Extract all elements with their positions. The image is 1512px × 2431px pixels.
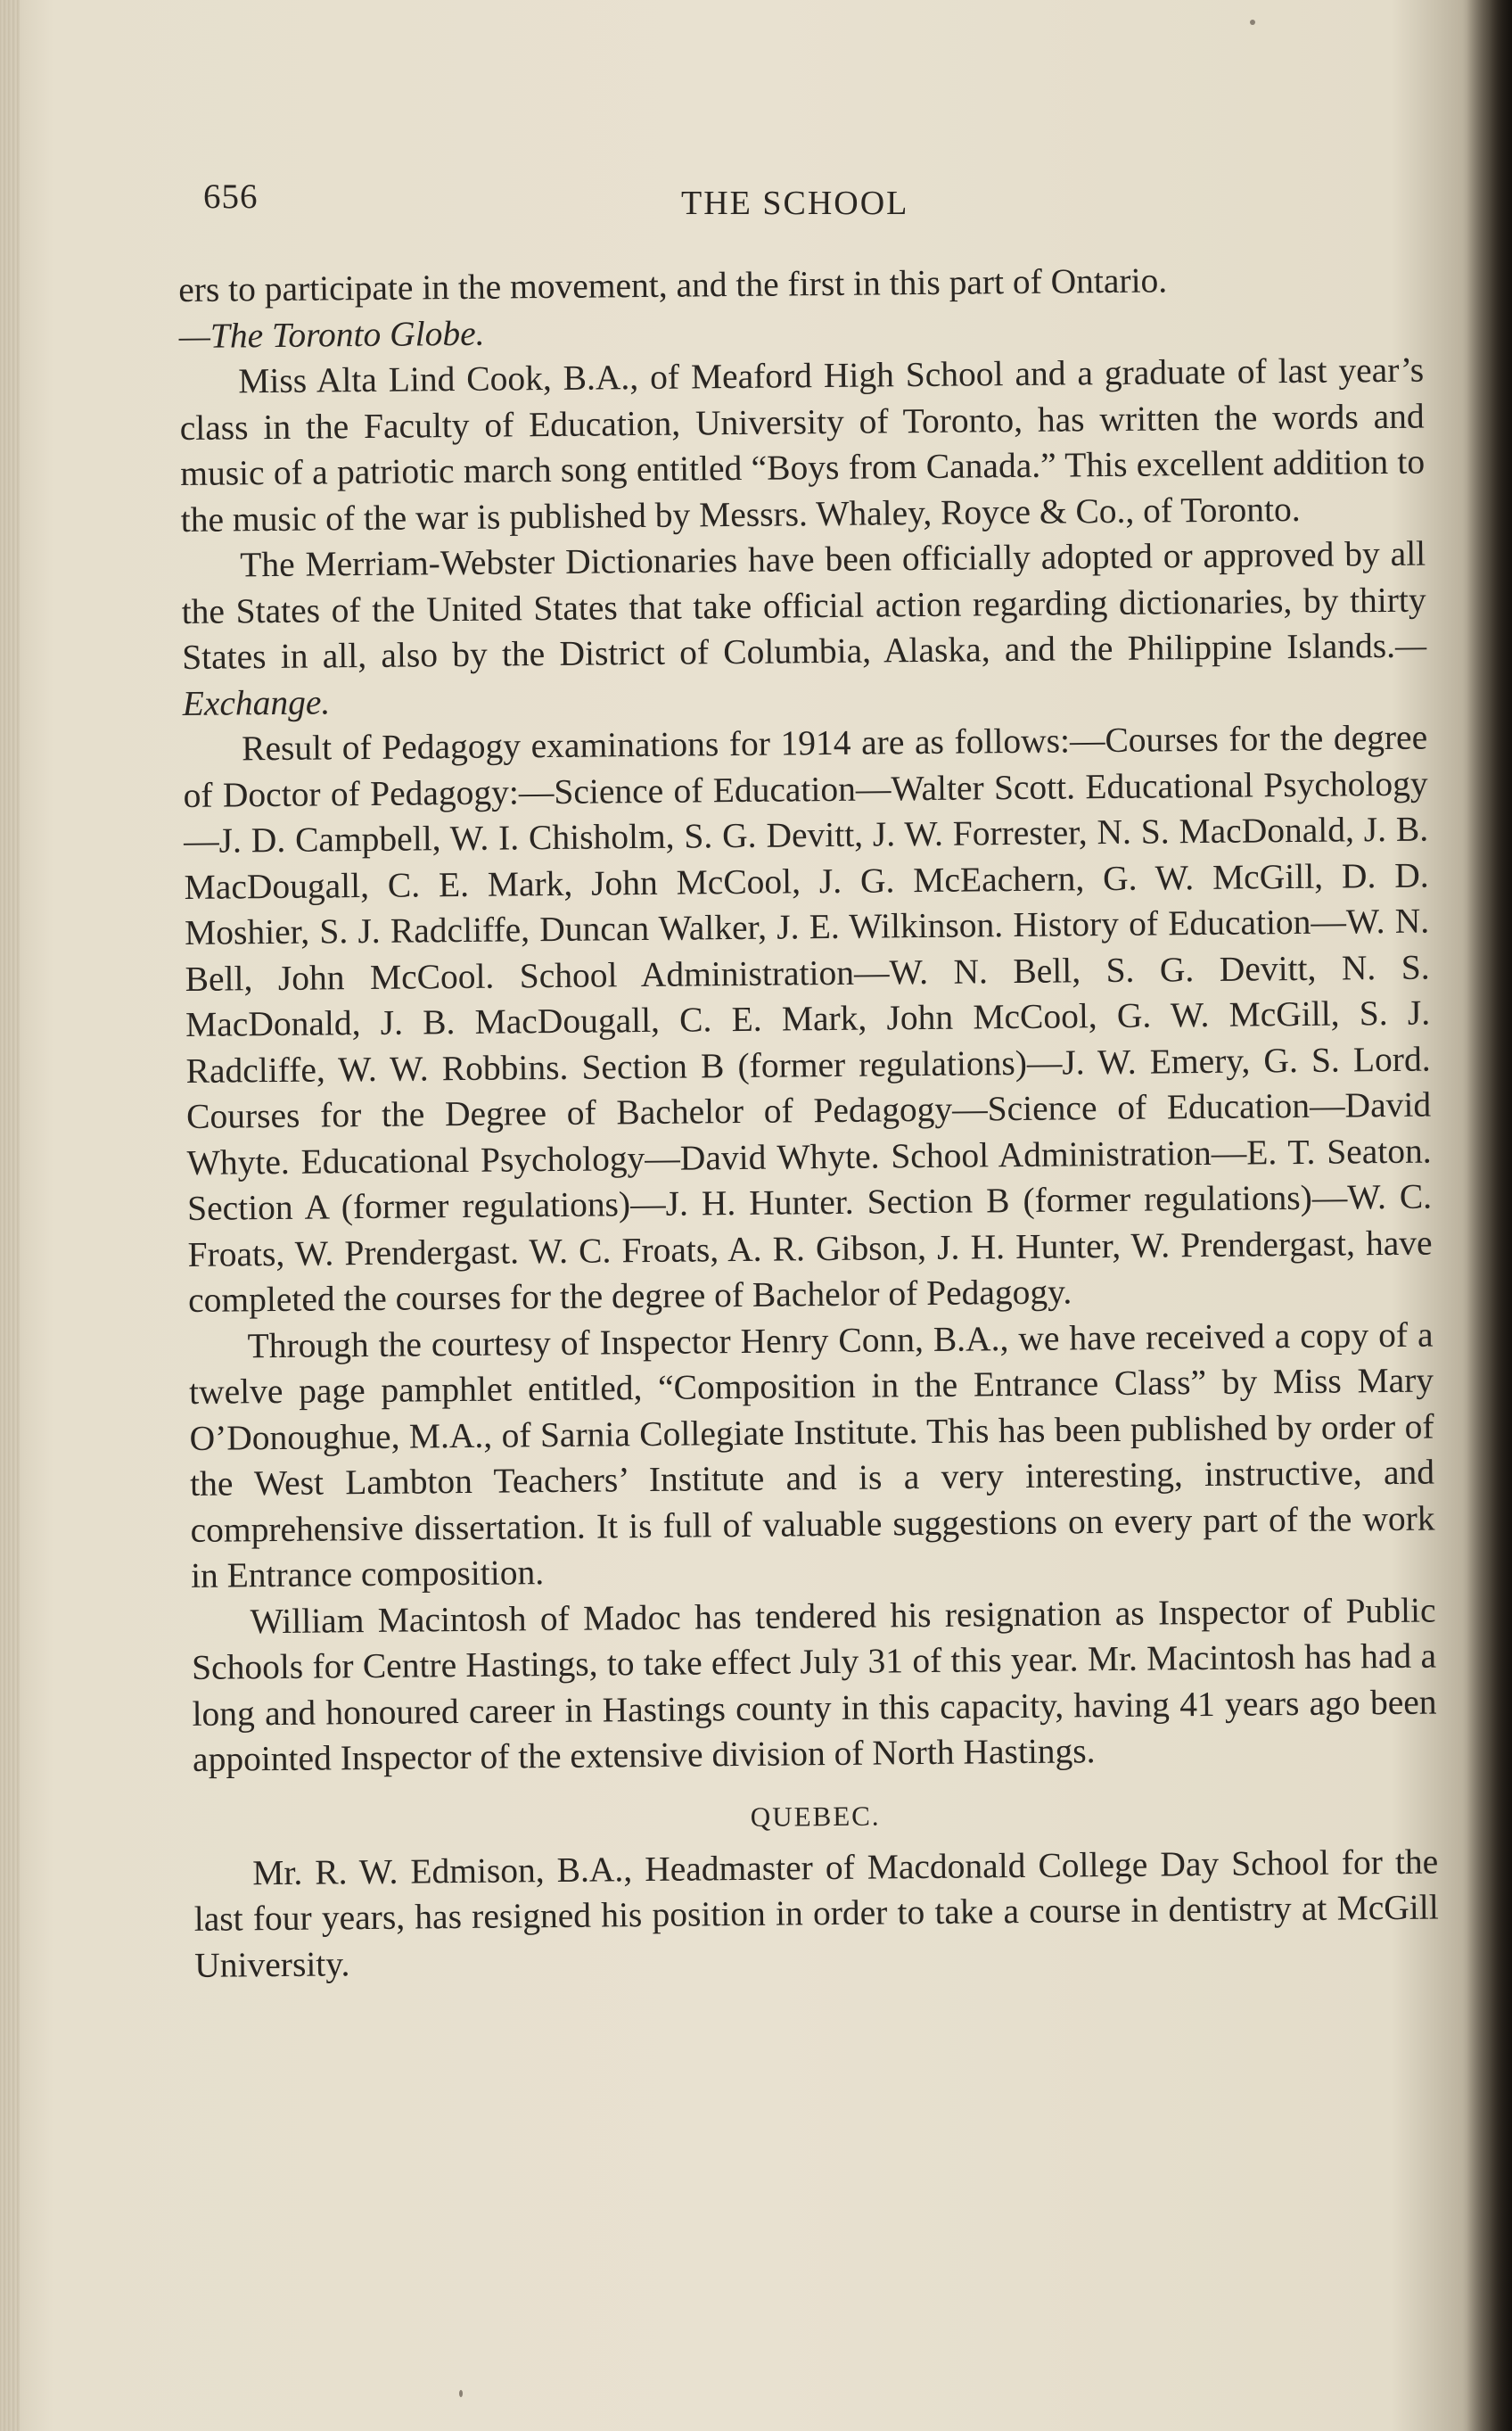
page-header xyxy=(203,177,1434,230)
paragraph-composition-pamphlet: Through the courtesy of Inspector Henry Conn, B.A., we have received a copy of a twelve page pamphlet entitled, “Composition in the Entrance Class” by Miss Mary O’Donoughue, M.A., of Sarnia Collegiate Institute. This has been published by order of the West Lambton Teachers’ Institute and is a very interesting, instructive, and comprehensive dissertation. It is full of valuable suggestions on every part of the work in Entrance composition. xyxy=(188,1314,1435,1595)
source-citation: —The Toronto Globe. xyxy=(178,313,485,356)
section-heading-quebec: QUEBEC. xyxy=(750,1800,881,1833)
paper-speck xyxy=(459,2390,463,2397)
paragraph-macintosh: William Macintosh of Madoc has tendered his resignation as Inspector of Public Schools for Centre Hastings, to take effect July 31 of this year. Mr. Macintosh has had a long and honoured career in Hastings county in this capacity, having 41 years ago been appointed Inspector of the extensive division of North Hastings. xyxy=(191,1590,1437,1779)
paragraph-pedagogy-results: Result of Pedagogy examinations for 1914 are as follows:—Courses for the degree of Doctor of Pedagogy:—Science of Education—Walter Scott. Educational Psychology—J. D. Campbell, W. I. Chisholm, S. G. Devitt, J. W. Forrester, N. S. MacDonald, J. B. MacDougall, C. E. Mark, John McCool, J. G. McEachern, G. W. McGill, D. D. Moshier, S. J. Radcliffe, Duncan Walker, J. E. Wilkinson. History of Education—W. N. Bell, John McCool. School Administration—W. N. Bell, S. G. Devitt, N. S. MacDonald, J. B. MacDougall, C. E. Mark, John McCool, G. W. McGill, S. J. Radcliffe, W. W. Robbins. Section B (former regulations)—J. W. Emery, G. S. Lord. Courses for the Degree of Bachelor of Pedagogy—Science of Education—David Whyte. Educational Psychology—David Whyte. School Administration—E. T. Seaton. Section A (former regulations)—J. H. Hunter. Section B (former regulations)—W. C. Froats, W. Prendergast. W. C. Froats, A. R. Gibson, J. H. Hunter, W. Prendergast, have completed the courses for the degree of Bachelor of Pedagogy. xyxy=(183,717,1433,1320)
book-spine-shadow xyxy=(1462,0,1512,2431)
page-number: 656 xyxy=(203,177,259,216)
source-citation: —Exchange. xyxy=(182,625,1427,723)
paragraph-cook: Miss Alta Lind Cook, B.A., of Meaford High School and a graduate of last year’s class in the Faculty of Education, University of Toronto, has written the words and music of a patriotic march song entitled “Boys from Canada.” This excellent addition to the music of the war is published by Messrs. Whaley, Royce & Co., of Toronto. xyxy=(179,350,1426,540)
paragraph-merriam-webster xyxy=(181,532,1427,727)
paragraph-edmison: Mr. R. W. Edmison, B.A., Headmaster of Macdonald College Day School for the last four years, has resigned his position in order to take a course in dentistry at McGill University. xyxy=(193,1842,1439,1985)
paragraph-text: The Merriam-Webster Dictionaries have been officially adopted or approved by all the States of the United States that take official action regarding dictionaries, by thirty States in all, also by the District of Columbia, Alaska, and the Philippine Islands. xyxy=(181,533,1426,677)
page-left-edge xyxy=(0,0,20,2431)
paper-speck xyxy=(1250,20,1255,25)
paragraph-continuation xyxy=(178,256,1424,359)
continued-text: ers to participate in the movement, and the first in this part of Ontario. xyxy=(178,260,1168,309)
running-title: THE SCHOOL xyxy=(681,185,909,222)
article-body xyxy=(178,256,1439,1989)
